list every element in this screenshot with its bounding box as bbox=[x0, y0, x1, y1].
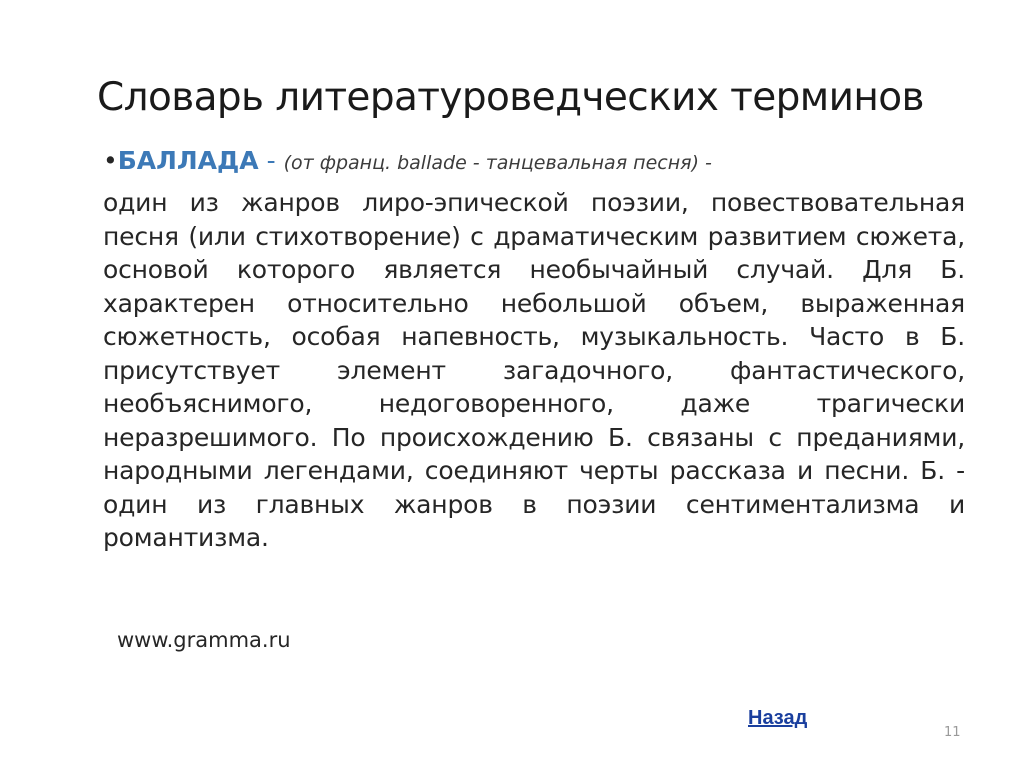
page-number: 11 bbox=[944, 725, 961, 740]
term-heading bbox=[103, 143, 963, 181]
back-link[interactable]: Назад bbox=[748, 707, 808, 729]
term-dash: - bbox=[258, 146, 284, 175]
term-name: БАЛЛАДА bbox=[117, 146, 259, 175]
source-url: www.gramma.ru bbox=[117, 628, 291, 652]
slide-title: Словарь литературоведческих терминов bbox=[97, 75, 924, 120]
bullet-marker: • bbox=[103, 146, 118, 175]
term-definition: один из жанров лиро-эпической поэзии, повествовательная песня (или стихотворение) с драматическим развитием сюжета, основой которого является необычайный случай. Для Б. характерен относительно небольшой объем, выраженная сюжетность, особая напевность, музыкальность. Часто в Б. присутствует элемент загадочного, фантастического, необъяснимого, недоговоренного, даже трагически неразрешимого. По происхождению Б. связаны с преданиями, народными легендами, соединяют черты рассказа и песни. Б. - один из главных жанров в поэзии сентиментализма и романтизма. bbox=[103, 188, 965, 552]
term-origin: (от франц. ballade - танцевальная песня) - bbox=[283, 152, 712, 174]
